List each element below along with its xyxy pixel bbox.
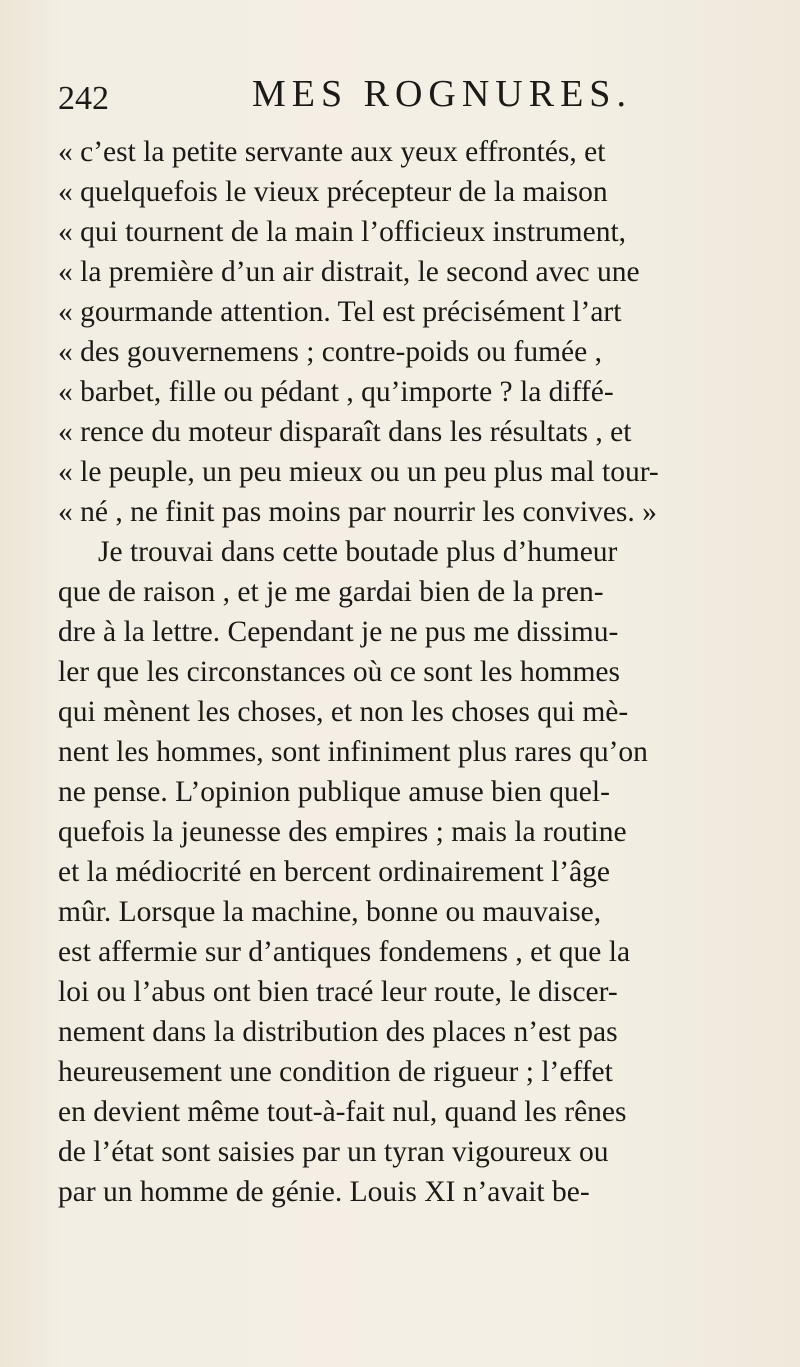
- text-line: « gourmande attention. Tel est précisément l’art: [58, 296, 622, 328]
- text-line: loi ou l’abus ont bien tracé leur route, le discer-: [58, 976, 618, 1008]
- text-line: « des gouvernemens ; contre-poids ou fumée ,: [58, 336, 602, 368]
- text-line: mûr. Lorsque la machine, bonne ou mauvaise,: [58, 896, 602, 928]
- text-line: heureusement une condition de rigueur ; l’effet: [58, 1056, 613, 1088]
- text-line: dre à la lettre. Cependant je ne pus me dissimu-: [58, 616, 619, 648]
- text-line: est affermie sur d’antiques fondemens , et que la: [58, 936, 631, 968]
- text-line: quefois la jeunesse des empires ; mais la routine: [58, 816, 627, 848]
- text-line: « c’est la petite servante aux yeux effrontés, et: [58, 136, 606, 168]
- text-line: « la première d’un air distrait, le second avec une: [58, 256, 640, 288]
- text-line: et la médiocrité en bercent ordinairement l’âge: [58, 856, 611, 888]
- text-line: « rence du moteur disparaît dans les résultats , et: [58, 416, 632, 448]
- text-line: « quelquefois le vieux précepteur de la maison: [58, 176, 608, 208]
- text-line: par un homme de génie. Louis XI n’avait be-: [58, 1176, 590, 1208]
- page-header: [58, 72, 698, 122]
- text-line: de l’état sont saisies par un tyran vigoureux ou: [58, 1136, 609, 1168]
- text-line: « né , ne finit pas moins par nourrir les convives. »: [58, 496, 657, 528]
- text-line: Je trouvai dans cette boutade plus d’humeur: [98, 536, 618, 568]
- text-line: « barbet, fille ou pédant , qu’importe ? la diffé-: [58, 376, 614, 408]
- text-line: que de raison , et je me gardai bien de la pren-: [58, 576, 604, 608]
- text-line: nement dans la distribution des places n’est pas: [58, 1016, 618, 1048]
- text-line: ler que les circonstances où ce sont les hommes: [58, 656, 620, 688]
- text-line: en devient même tout-à-fait nul, quand les rênes: [58, 1096, 627, 1128]
- text-line: ne pense. L’opinion publique amuse bien quel-: [58, 776, 610, 808]
- page-number: 242: [58, 80, 109, 117]
- text-line: « qui tournent de la main l’officieux instrument,: [58, 216, 627, 248]
- running-title: MES ROGNURES.: [252, 73, 632, 115]
- text-line: nent les hommes, sont infiniment plus rares qu’on: [58, 736, 648, 768]
- text-line: qui mènent les choses, et non les choses qui mè-: [58, 696, 629, 728]
- text-line: « le peuple, un peu mieux ou un peu plus mal tour-: [58, 456, 659, 488]
